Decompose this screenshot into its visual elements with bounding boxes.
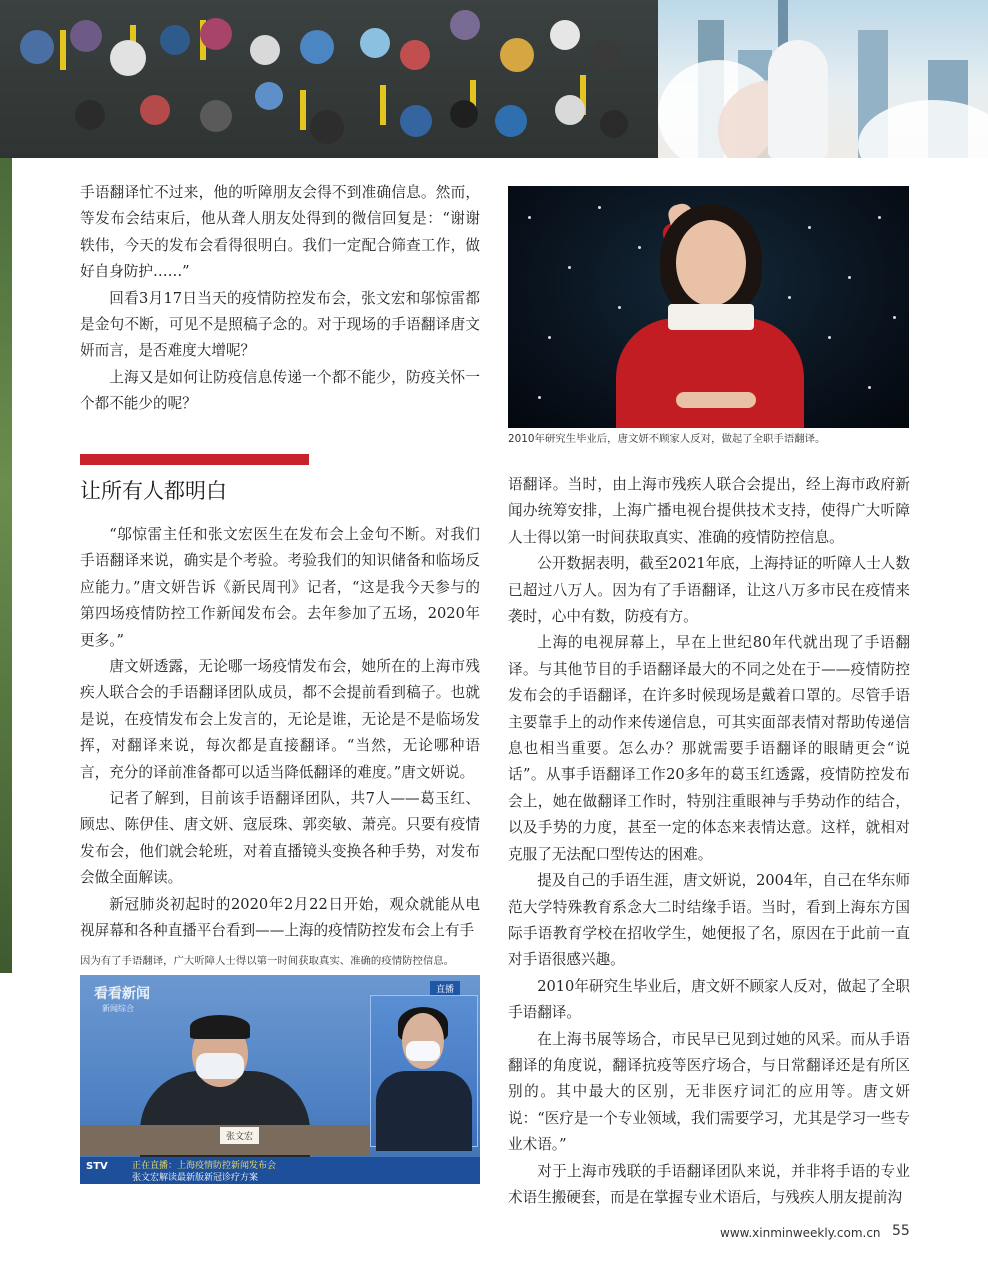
channel-logo: 看看新闻	[94, 986, 150, 1002]
column2-body-text	[508, 472, 910, 1211]
column1-body-text	[80, 522, 480, 945]
paragraph: 新冠肺炎初起时的2020年2月22日开始，观众就能从电视屏幕和各种直播平台看到——上海的疫情防控发布会上有手	[80, 895, 480, 940]
photo2-caption: 因为有了手语翻译，广大听障人士得以第一时间获取真实、准确的疫情防控信息。	[80, 955, 455, 967]
nameplate: 张文宏	[220, 1127, 259, 1144]
paragraph: 回看3月17日当天的疫情防控发布会，张文宏和邬惊雷都是金句不断，可见不是照稿子念的。对于现场的手语翻译唐文妍而言，是否难度大增呢？	[80, 289, 480, 360]
performer-face	[676, 220, 746, 306]
photo1-caption: 2010年研究生毕业后，唐文妍不顾家人反对，做起了全职手语翻译。	[508, 433, 826, 445]
paragraph: 提及自己的手语生涯，唐文妍说，2004年，自己在华东师范大学特殊教育系念大二时结缘手语。当时，看到上海东方国际手语教育学校在招收学生，她便报了名，原因在于此前一直对手语很感兴趣。	[508, 872, 910, 969]
paragraph: 记者了解到，目前该手语翻译团队，共7人——葛玉红、顾忠、陈伊佳、唐文妍、寇辰珠、郭奕敏、萧亮。只要有疫情发布会，他们就会轮班，对着直播镜头变换各种手势，对发布会做全面解读。	[80, 790, 480, 887]
paragraph: 在上海书展等场合，市民早已见到过她的风采。而从手语翻译的角度说，翻译抗疫等医疗场合，与日常翻译还是有所区别的。其中最大的区别，无非医疗词汇的应用等。唐文妍说：“医疗是一个专业领域，我们需要学习，尤其是学习一些专业术语。”	[508, 1030, 910, 1154]
speaker-mask	[196, 1053, 244, 1079]
performer-dress	[616, 318, 804, 428]
ticker-headline: 正在直播：上海疫情防控新闻发布会	[132, 1161, 277, 1171]
paragraph: 语翻译。当时，由上海市残疾人联合会提出，经上海市政府新闻办统筹安排，上海广播电视台提供技术支持，使得广大听障人士得以第一时间获取真实、准确的疫情防控信息。	[508, 476, 910, 546]
paragraph: 上海又是如何让防疫信息传递一个都不能少，防疫关怀一个都不能少的呢？	[80, 368, 480, 413]
page-number: 55	[892, 1223, 910, 1239]
ticker-subline: 张文宏解读最新版新冠诊疗方案	[132, 1173, 259, 1183]
paragraph: 手语翻译忙不过来，他的听障朋友会得不到准确信息。然而，等发布会结束后，他从聋人朋友处得到的微信回复是：“谢谢轶伟，今天的发布会看得很明白。我们一定配合筛查工作，做好自身防护……”	[80, 184, 480, 281]
live-tag: 直播	[430, 981, 460, 996]
paragraph: “邬惊雷主任和张文宏医生在发布会上金句不断。对我们手语翻译来说，确实是个考验。考验我们的知识储备和临场反应能力。”唐文妍告诉《新民周刊》记者，“这是我今天参与的第四场疫情防控工作新闻发布会。去年参加了五场，2020年更多。”	[80, 526, 480, 649]
signer-figure	[376, 1071, 472, 1151]
channel-subtitle: 新闻综合	[102, 1004, 134, 1013]
speaker-hair	[190, 1015, 250, 1039]
section-accent-bar	[80, 454, 309, 465]
paragraph: 公开数据表明，截至2021年底，上海持证的听障人士人数已超过八万人。因为有了手语翻译，让这八万多市民在疫情来袭时，心中有数，防疫有方。	[508, 555, 910, 626]
paragraph: 上海的电视屏幕上，早在上世纪80年代就出现了手语翻译。与其他节目的手语翻译最大的不同之处在于——疫情防控发布会的手语翻译，在许多时候现场是戴着口罩的。尽管手语主要靠手上的动作来传递信息，可其实面部表情对帮助传递信息也相当重要。怎么办？那就需要手语翻译的眼睛更会“说话”。从事手语翻译工作20多年的葛玉红透露，疫情防控发布会上，她在做翻译工作时，特别注重眼神与手势动作的结合，以及手势的力度，甚至一定的体态来表情达意。这样，就相对克服了无法配口型传达的困难。	[508, 634, 910, 863]
paragraph: 对于上海市残联的手语翻译团队来说，并非将手语的专业术语生搬硬套，而是在掌握专业术语后，与残疾人朋友提前沟	[508, 1162, 910, 1206]
performer-collar	[668, 304, 754, 330]
column1-top-text	[80, 180, 480, 418]
section-title: 让所有人都明白	[80, 479, 227, 503]
footer-url: www.xinminweekly.com.cn	[720, 1226, 881, 1240]
ticker-logo: STV	[86, 1161, 108, 1172]
paragraph: 唐文妍透露，无论哪一场疫情发布会，她所在的上海市残疾人联合会的手语翻译团队成员，都不会提前看到稿子。也就是说，在疫情发布会上发言的，无论是谁，无论是不是临场发挥，对翻译来说，每次都是直接翻译。“当然，无论哪种语言，充分的译前准备都可以适当降低翻译的难度。”唐文妍说。	[80, 658, 480, 781]
signer-mask	[406, 1041, 440, 1061]
performer-lower-hands	[676, 392, 756, 408]
paragraph: 2010年研究生毕业后，唐文妍不顾家人反对，做起了全职手语翻译。	[508, 977, 910, 1022]
top-banner-image	[0, 0, 988, 158]
left-edge-photo-strip	[0, 158, 12, 973]
press-conference-photo	[80, 975, 480, 1184]
sign-language-performer-photo	[508, 186, 909, 428]
